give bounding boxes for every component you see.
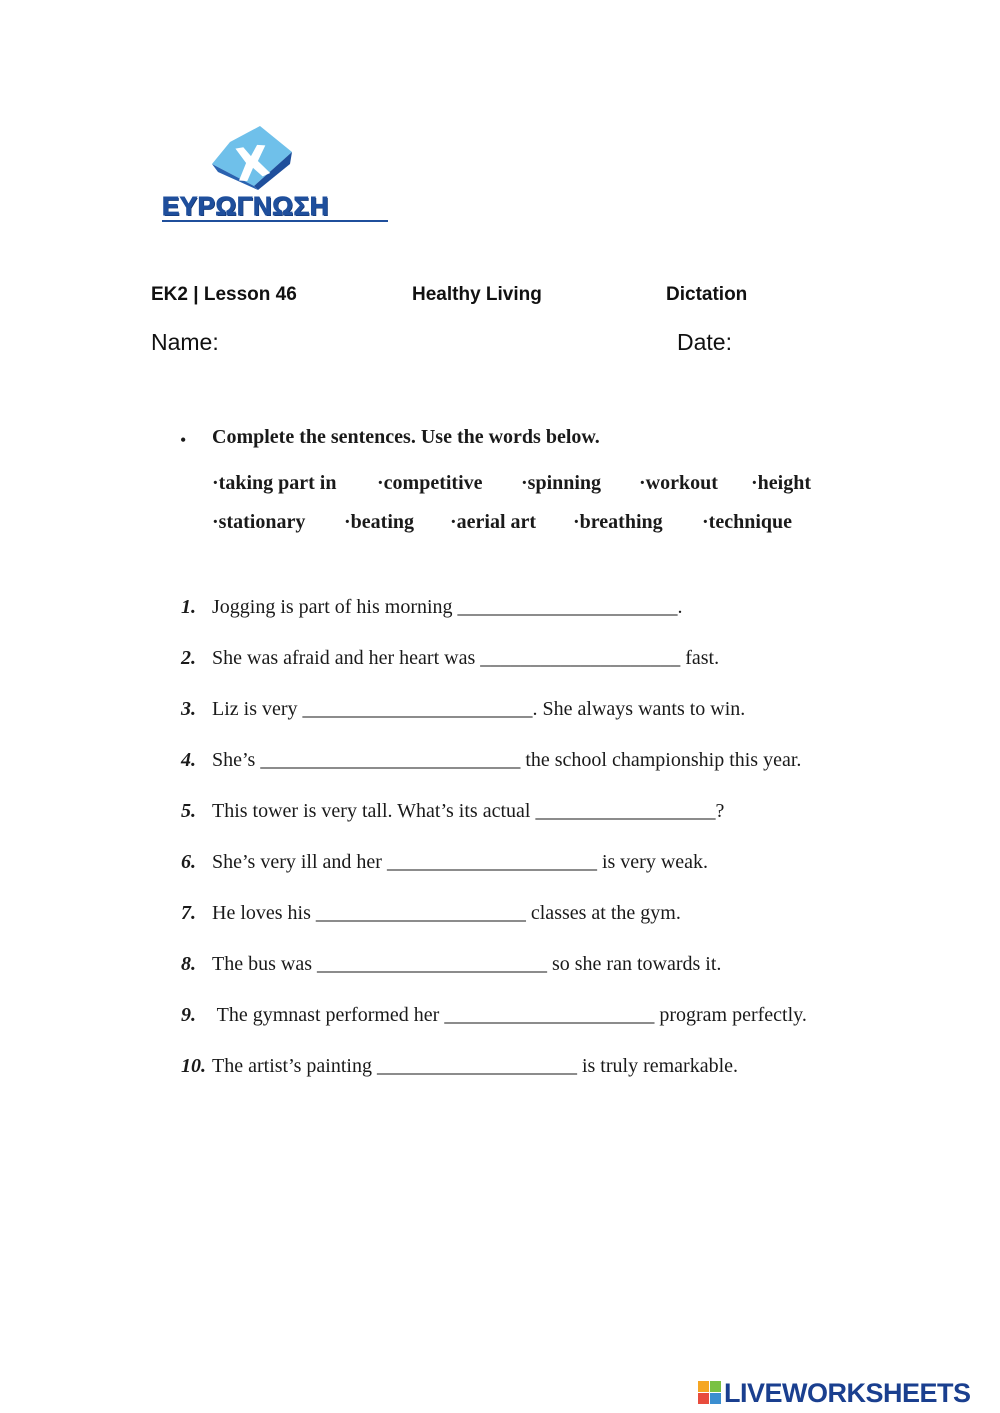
item-text[interactable]: This tower is very tall. What’s its actual __________________? <box>212 800 725 822</box>
liveworksheets-logo-icon <box>698 1381 722 1405</box>
item-number: 9. <box>181 1004 196 1026</box>
sentence-item <box>181 596 683 619</box>
name-field-label: Name: <box>151 329 219 355</box>
sentence-item <box>181 698 745 721</box>
topic-label: Healthy Living <box>412 284 542 305</box>
item-text[interactable]: The bus was _______________________ so she ran towards it. <box>212 953 722 975</box>
item-number: 6. <box>181 851 196 873</box>
lesson-label: EK2 | Lesson 46 <box>151 284 297 305</box>
word-bank-item: ·stationary <box>212 511 306 533</box>
sentence-item <box>181 1055 738 1078</box>
bullet-icon: • <box>180 430 187 450</box>
watermark-text: LIVEWORKSHEETS <box>724 1377 971 1408</box>
word-bank-item: ·taking part in <box>212 472 337 494</box>
sentence-item <box>181 902 681 925</box>
item-number: 4. <box>181 749 196 771</box>
sentence-item <box>181 800 724 823</box>
logo-brand-text: ΕΥΡΩΓΝΩΣΗ <box>162 192 388 222</box>
sentence-item <box>181 749 801 772</box>
item-text[interactable]: She’s very ill and her _____________________ is very weak. <box>212 851 709 873</box>
liveworksheets-watermark <box>698 1378 971 1408</box>
item-text[interactable]: Liz is very _______________________. She always wants to win. <box>212 698 746 720</box>
date-field-label: Date: <box>677 329 732 355</box>
logo-x-icon <box>162 124 390 194</box>
word-bank-item: ·beating <box>344 511 415 533</box>
item-number: 2. <box>181 647 196 669</box>
sentence-item <box>181 1004 807 1027</box>
word-bank-item: ·workout <box>639 472 718 494</box>
item-text[interactable]: The gymnast performed her _____________________ program perfectly. <box>212 1004 807 1026</box>
item-text[interactable]: Jogging is part of his morning ______________________. <box>212 596 683 618</box>
item-text[interactable]: She was afraid and her heart was ____________________ fast. <box>212 647 720 669</box>
sentence-item <box>181 647 719 670</box>
word-bank-item: ·competitive <box>377 472 483 494</box>
logo <box>162 124 390 222</box>
sentence-item <box>181 953 721 976</box>
item-number: 7. <box>181 902 196 924</box>
item-number: 3. <box>181 698 196 720</box>
word-bank-item: ·technique <box>702 511 793 533</box>
item-text[interactable]: She’s __________________________ the school championship this year. <box>212 749 802 771</box>
item-number: 5. <box>181 800 196 822</box>
sentence-item <box>181 851 708 874</box>
word-bank-item: ·aerial art <box>450 511 537 533</box>
item-text[interactable]: The artist’s painting ____________________ is truly remarkable. <box>212 1055 739 1077</box>
word-bank-item: ·height <box>751 472 812 494</box>
item-number: 10. <box>181 1055 206 1077</box>
word-bank-item: ·spinning <box>521 472 602 494</box>
word-bank-item: ·breathing <box>573 511 663 533</box>
type-label: Dictation <box>666 284 748 305</box>
item-number: 1. <box>181 596 196 618</box>
item-number: 8. <box>181 953 196 975</box>
item-text[interactable]: He loves his _____________________ classes at the gym. <box>212 902 681 924</box>
instruction: Complete the sentences. Use the words below. <box>212 426 600 448</box>
